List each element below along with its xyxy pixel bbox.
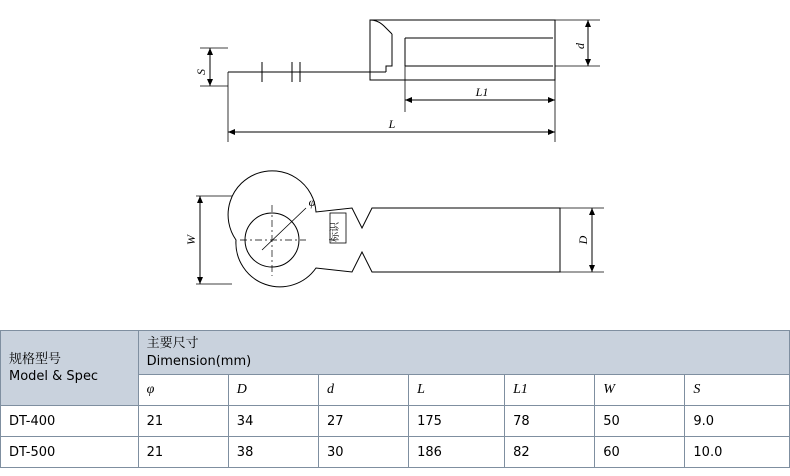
spec-table xyxy=(0,330,790,468)
cell-W: 50 xyxy=(595,406,685,437)
label-cn-mark: 标识 xyxy=(330,222,341,242)
cell-L: 186 xyxy=(409,437,505,468)
header-col-D: D xyxy=(228,375,318,406)
label-L1: L1 xyxy=(475,85,489,99)
header-model-en: Model & Spec xyxy=(9,369,99,385)
header-col-S: S xyxy=(685,375,790,406)
header-model-cell xyxy=(1,331,139,406)
label-D: D xyxy=(576,235,590,245)
table-row xyxy=(1,437,790,468)
header-col-d: d xyxy=(318,375,408,406)
cell-L: 175 xyxy=(409,406,505,437)
cell-S: 9.0 xyxy=(685,406,790,437)
cell-D: 38 xyxy=(228,437,318,468)
cell-d: 27 xyxy=(318,406,408,437)
header-col-phi: φ xyxy=(138,375,228,406)
cell-L1: 78 xyxy=(505,406,595,437)
cell-W: 60 xyxy=(595,437,685,468)
header-dimension-cn: 主要尺寸 xyxy=(146,336,199,351)
table-header-row xyxy=(1,331,790,375)
cell-phi: 21 xyxy=(138,437,228,468)
label-S: S xyxy=(194,69,208,75)
header-dimension-cell xyxy=(138,331,789,375)
cell-model: DT-400 xyxy=(1,406,139,437)
cell-L1: 82 xyxy=(505,437,595,468)
label-L: L xyxy=(388,117,396,131)
cell-S: 10.0 xyxy=(685,437,790,468)
cell-phi: 21 xyxy=(138,406,228,437)
cell-d: 30 xyxy=(318,437,408,468)
header-col-L1: L1 xyxy=(505,375,595,406)
label-W: W xyxy=(184,235,198,245)
label-d: d xyxy=(573,43,587,49)
cell-model: DT-500 xyxy=(1,437,139,468)
label-phi: φ xyxy=(308,195,316,209)
header-col-W: W xyxy=(595,375,685,406)
header-dimension-en: Dimension(mm) xyxy=(146,353,252,369)
header-col-L: L xyxy=(409,375,505,406)
header-model-cn: 规格型号 xyxy=(9,351,62,367)
cell-D: 34 xyxy=(228,406,318,437)
table-row xyxy=(1,406,790,437)
